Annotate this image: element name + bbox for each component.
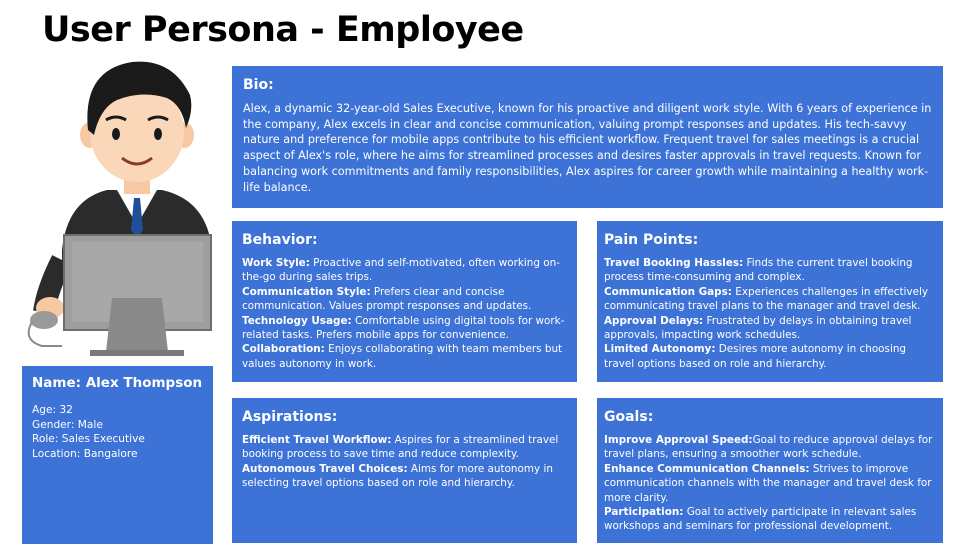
aspirations-heading: Aspirations:	[242, 409, 338, 425]
profile-gender: Gender: Male	[32, 418, 103, 431]
item-text: Experiences challenges in effectively communicating travel plans to the manager and travel desk.	[604, 285, 929, 313]
goals-card	[597, 398, 943, 543]
item-text: Enjoys collaborating with team members but values autonomy in work.	[242, 343, 563, 370]
item-label: Efficient Travel Workflow:	[242, 434, 392, 446]
item-text: Comfortable using digital tools for work-related tasks. Prefers mobile apps for convenience.	[242, 314, 565, 342]
businessman-at-computer-icon	[22, 50, 222, 360]
profile-location: Location: Bangalore	[32, 447, 138, 460]
item-label: Approval Delays:	[604, 314, 704, 327]
item-label: Improve Approval Speed:	[604, 434, 753, 446]
bio-heading: Bio:	[243, 77, 274, 93]
bio-card	[232, 66, 943, 208]
item-text: Strives to improve communication channels with the manager and travel desk for more clarity.	[604, 462, 932, 504]
list-item	[604, 433, 936, 462]
item-text: Goal to actively participate in relevant sales workshops and seminars for professional development.	[604, 506, 917, 533]
item-text: Finds the current travel booking process time-consuming and complex.	[604, 257, 913, 284]
item-label: Limited Autonomy:	[604, 343, 716, 356]
item-text: Desires more autonomy in choosing travel options based on role and hierarchy.	[604, 343, 907, 370]
list-item	[242, 285, 567, 314]
item-label: Communication Style:	[242, 285, 371, 298]
list-item	[242, 256, 567, 285]
list-item	[604, 256, 936, 285]
list-item	[604, 285, 936, 314]
behavior-card	[232, 221, 577, 382]
list-item	[604, 462, 936, 505]
list-item	[604, 505, 936, 534]
list-item	[242, 433, 567, 462]
list-item	[242, 462, 567, 491]
profile-role: Role: Sales Executive	[32, 433, 145, 445]
item-text: Prefers clear and concise communication. Values prompt responses and updates.	[242, 285, 532, 313]
item-label: Work Style:	[242, 257, 310, 269]
goals-heading: Goals:	[604, 409, 654, 425]
profile-age: Age: 32	[32, 404, 73, 416]
item-label: Communication Gaps:	[604, 285, 732, 298]
list-item	[604, 342, 936, 371]
bio-text: Alex, a dynamic 32-year-old Sales Executive, known for his proactive and diligent work style. With 6 years of experience in the company, Alex excels in clear and concise communication, valuing prompt responses and updates. His tech-savvy nature and preference for mobile apps contribute to his efficient workflow. Frequent travel for sales meetings is a crucial aspect of Alex's role, where he aims for streamlined processes and desires faster approvals in travel requests. Known for balancing work commitments and family responsibilities, Alex aspires for career growth while maintaining a healthy work-life balance.	[243, 102, 932, 194]
list-item	[242, 314, 567, 343]
behavior-heading: Behavior:	[242, 232, 318, 248]
pain-points-heading: Pain Points:	[604, 232, 699, 248]
page-title: User Persona - Employee	[42, 10, 524, 50]
item-label: Technology Usage:	[242, 314, 352, 327]
item-text: Proactive and self-motivated, often working on-the-go during sales trips.	[242, 257, 560, 284]
item-label: Participation:	[604, 506, 684, 519]
profile-card	[22, 366, 213, 544]
item-label: Autonomous Travel Choices:	[242, 462, 408, 475]
item-text: Aims for more autonomy in selecting travel options based on role and hierarchy.	[242, 462, 553, 490]
item-label: Enhance Communication Channels:	[604, 462, 810, 475]
list-item	[604, 314, 936, 343]
item-label: Collaboration:	[242, 343, 325, 356]
aspirations-card	[232, 398, 577, 543]
item-text: Goal to reduce approval delays for travel plans, ensuring a smoother work schedule.	[604, 434, 933, 461]
list-item	[242, 342, 567, 371]
item-label: Travel Booking Hassles:	[604, 257, 744, 269]
item-text: Aspires for a streamlined travel booking process to save time and reduce complexity.	[242, 434, 559, 461]
profile-name: Name: Alex Thompson	[32, 375, 203, 391]
pain-points-card	[597, 221, 943, 382]
item-text: Frustrated by delays in obtaining travel approvals, impacting work schedules.	[604, 314, 912, 342]
